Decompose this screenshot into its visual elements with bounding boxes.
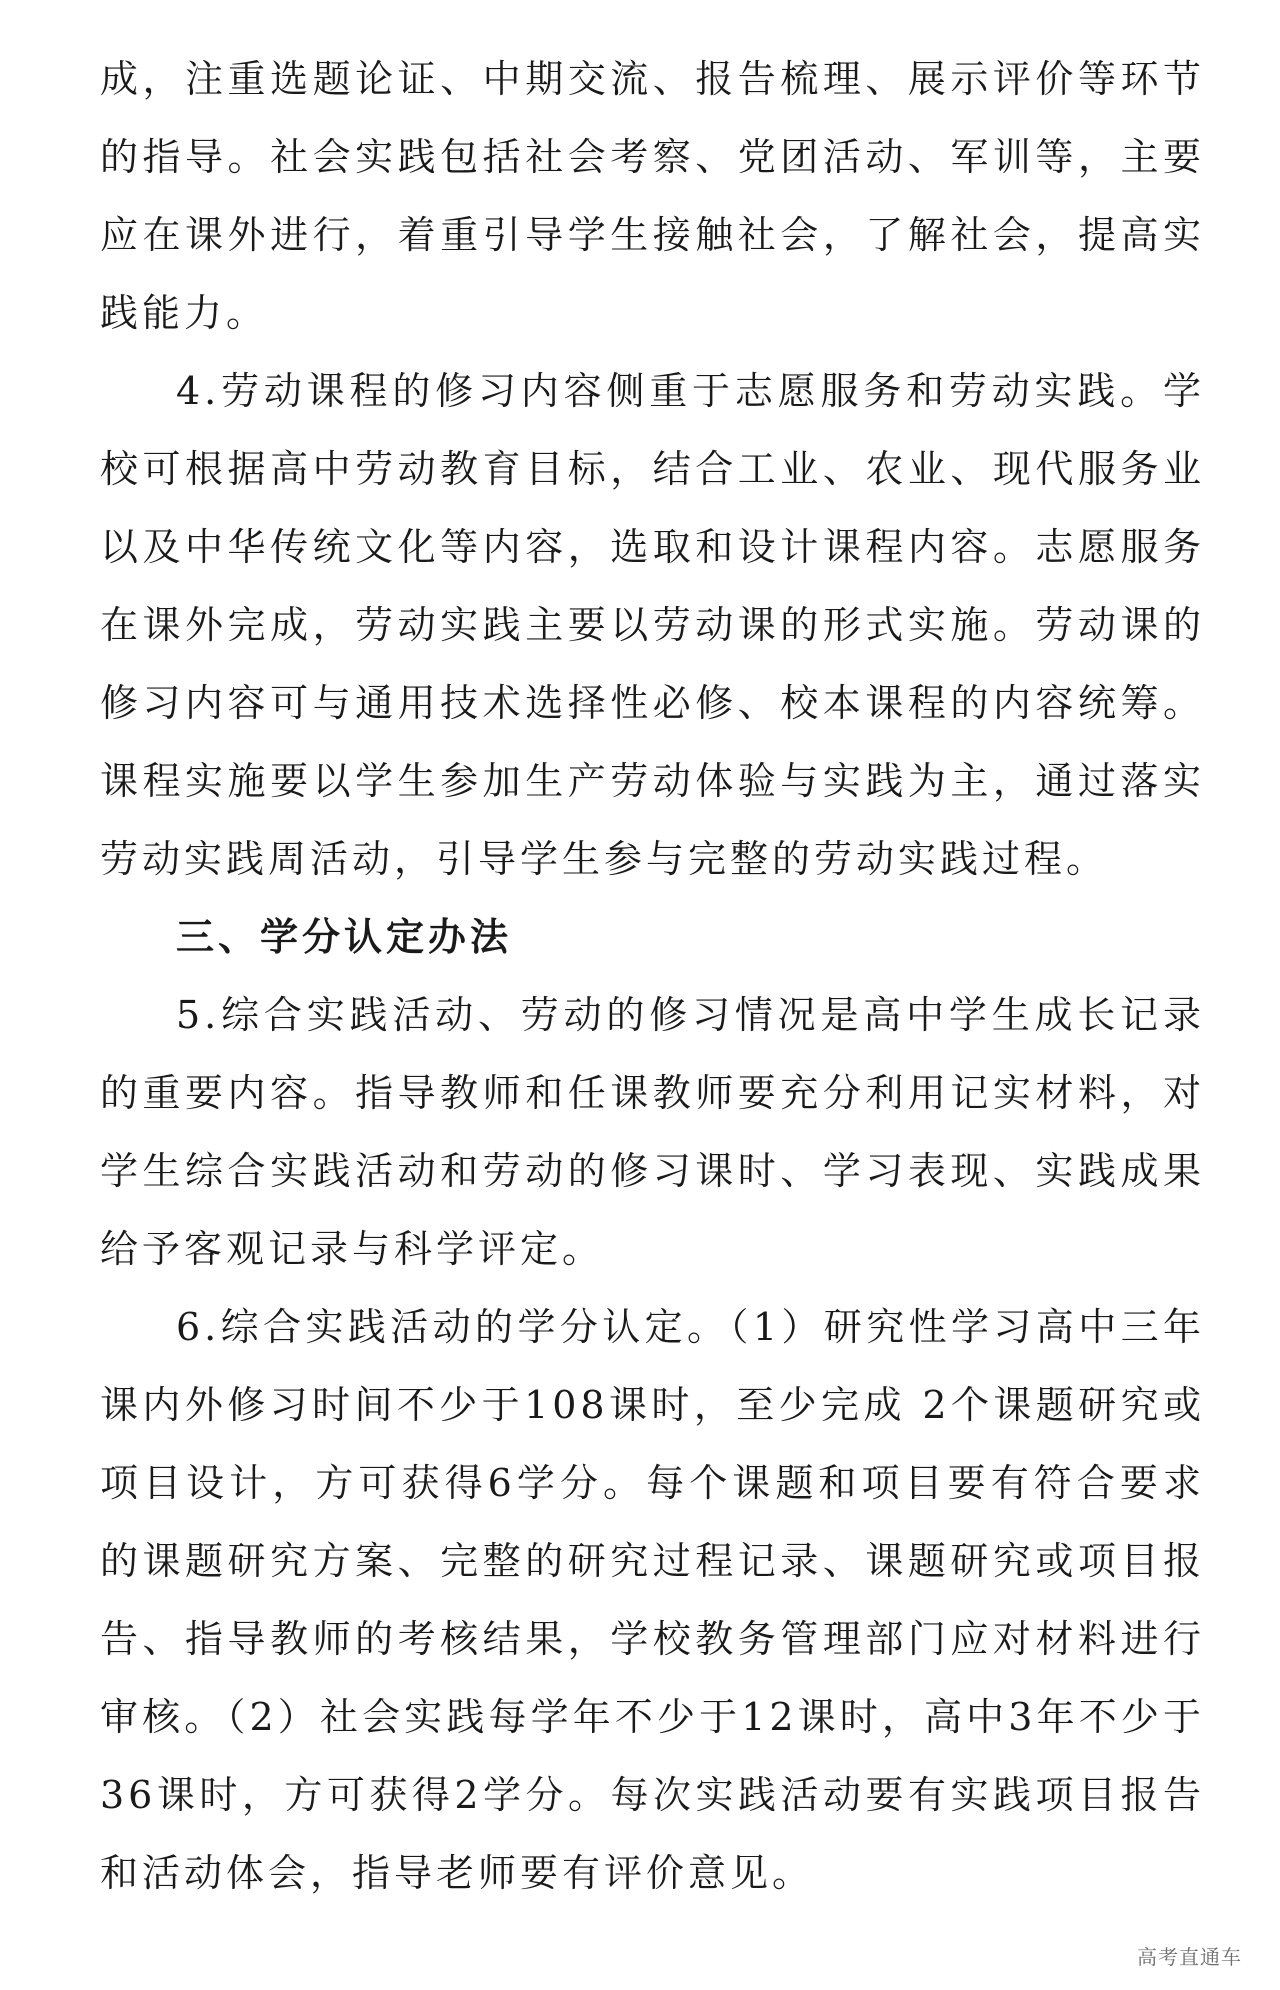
paragraph-item-5: 5.综合实践活动、劳动的修习情况是高中学生成长记录的重要内容。指导教师和任课教师要充分利用记实材料，对学生综合实践活动和劳动的修习课时、学习表现、实践成果给予客观记录与科学评定。 bbox=[100, 993, 1205, 1271]
document-page bbox=[100, 40, 1205, 1912]
paragraph-item-4: 4.劳动课程的修习内容侧重于志愿服务和劳动实践。学校可根据高中劳动教育目标，结合工业、农业、现代服务业以及中华传统文化等内容，选取和设计课程内容。志愿服务在课外完成，劳动实践主要以劳动课的形式实施。劳动课的修习内容可与通用技术选择性必修、校本课程的内容统筹。课程实施要以学生参加生产劳动体验与实践为主，通过落实劳动实践周活动，引导学生参与完整的劳动实践过程。 bbox=[100, 369, 1205, 881]
watermark-label: 高考直通车 bbox=[1137, 1945, 1242, 1969]
paragraph-continuation: 成，注重选题论证、中期交流、报告梳理、展示评价等环节的指导。社会实践包括社会考察、党团活动、军训等，主要应在课外进行，着重引导学生接触社会，了解社会，提高实践能力。 bbox=[100, 57, 1205, 335]
paragraph-item-6: 6.综合实践活动的学分认定。（1）研究性学习高中三年课内外修习时间不少于108课时，至少完成 2个课题研究或项目设计，方可获得6学分。每个课题和项目要有符合要求的课题研究方案、完整的研究过程记录、课题研究或项目报告、指导教师的考核结果，学校教务管理部门应对材料进行审核。（2）社会实践每学年不少于12课时，高中3年不少于36课时，方可获得2学分。每次实践活动要有实践项目报告和活动体会，指导老师要有评价意见。 bbox=[100, 1305, 1205, 1895]
section-heading-credit-recognition: 三、学分认定办法 bbox=[176, 915, 513, 959]
